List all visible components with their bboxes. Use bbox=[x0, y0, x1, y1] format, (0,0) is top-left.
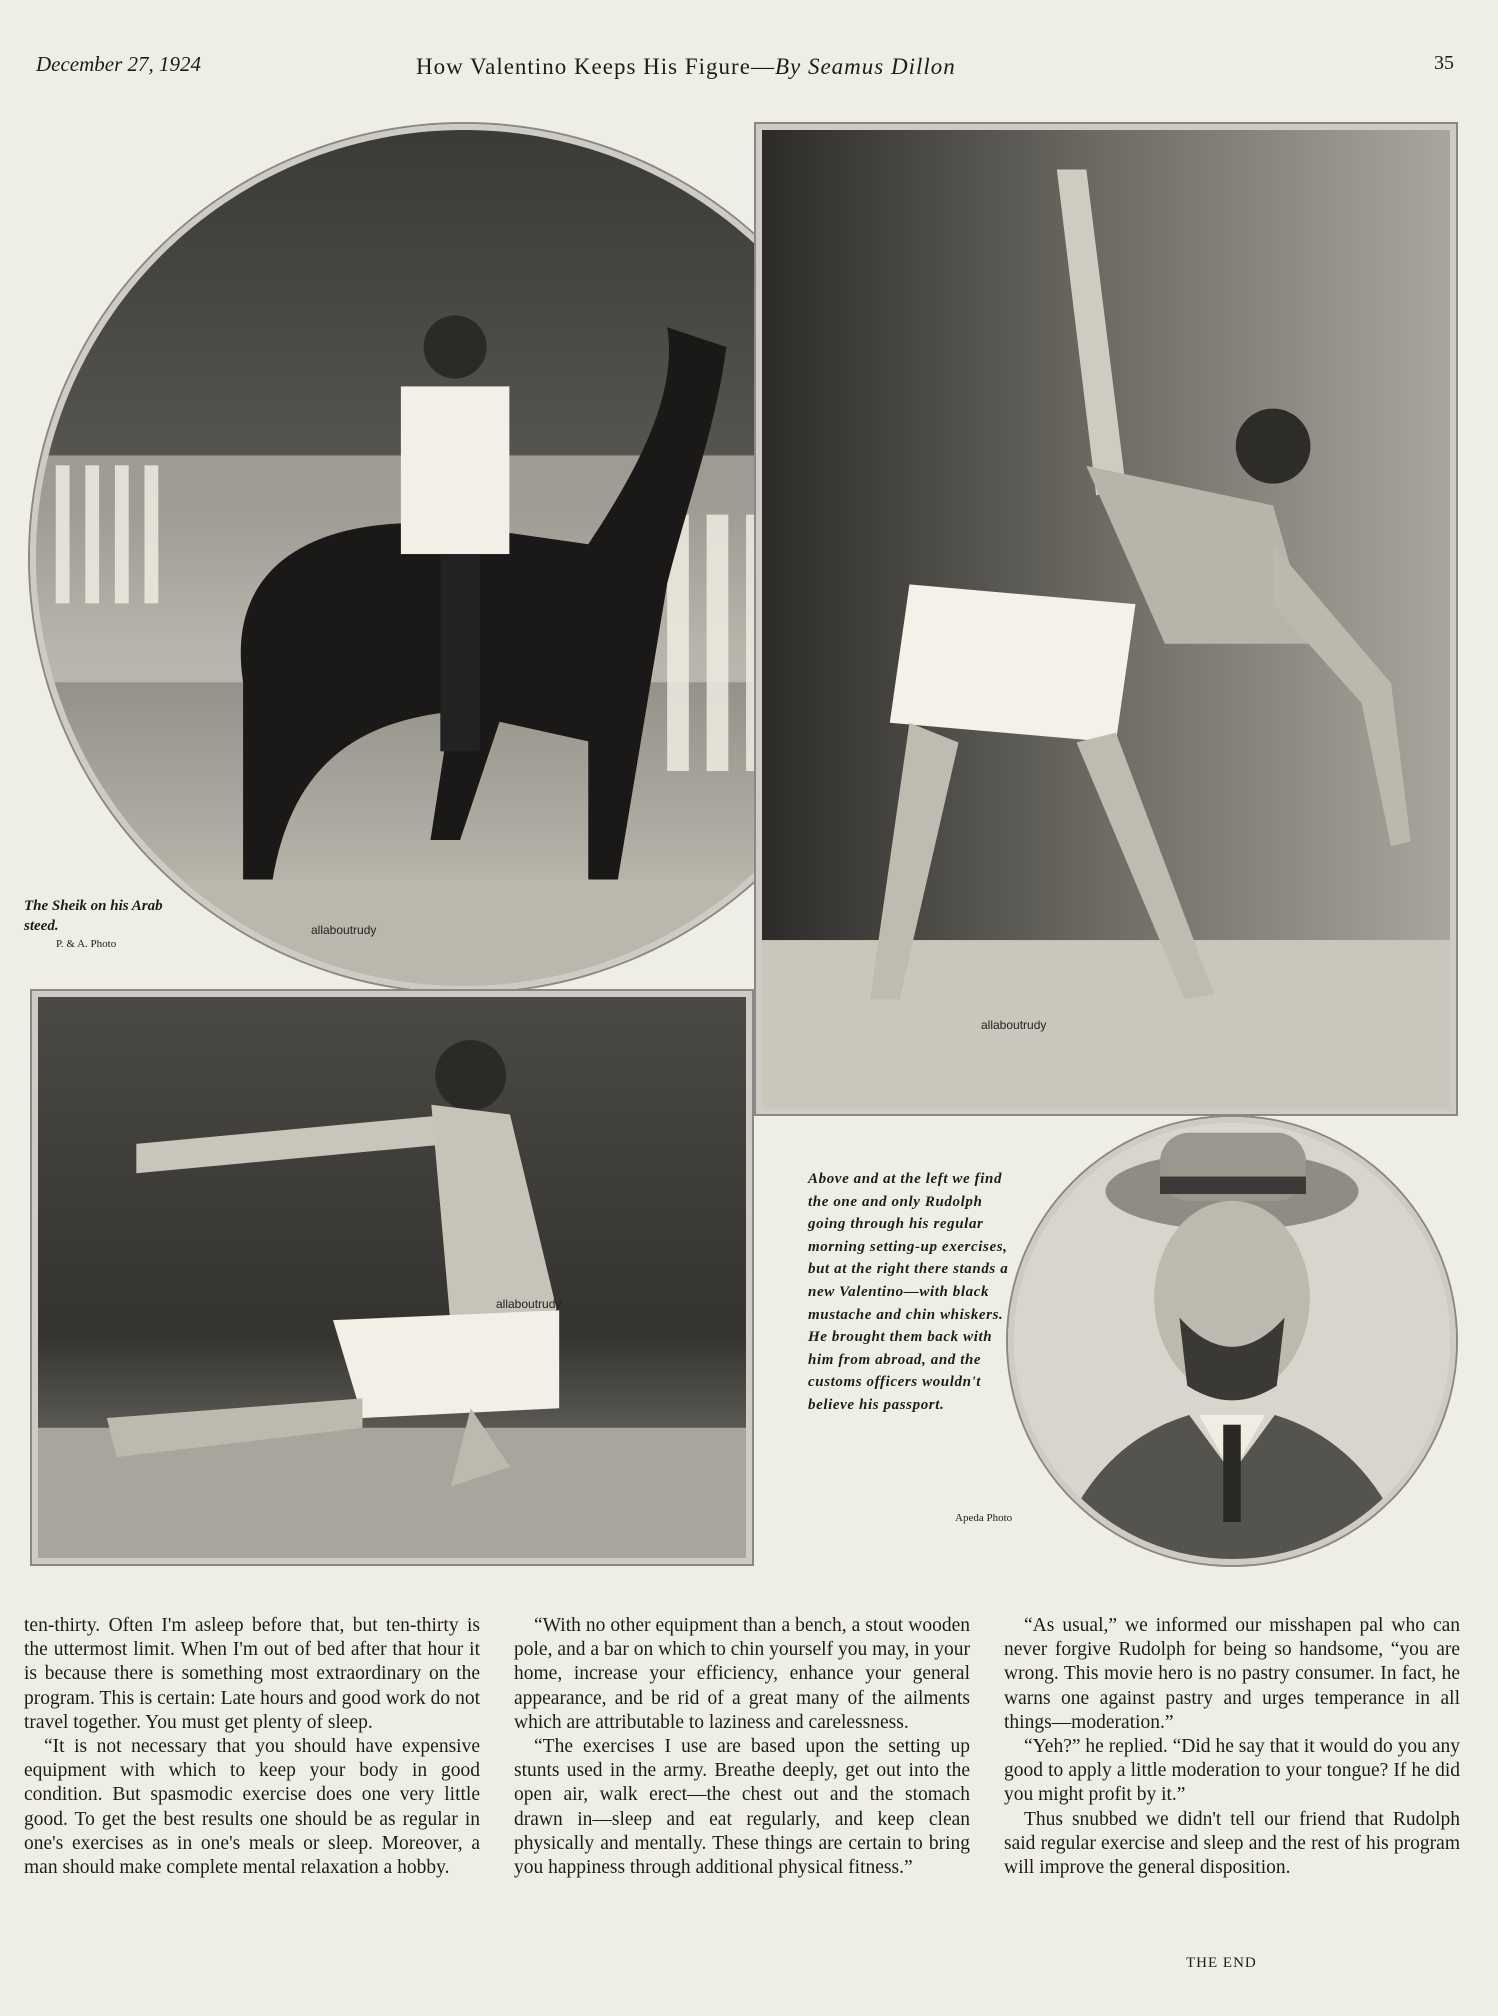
squat-photo bbox=[32, 991, 752, 1564]
paragraph: “The exercises I use are based upon the setting up stunts used in the army. Breathe deeply, get out into the open air, walk erect—the chest out and the stomach drawn in—sleep and eat regularly, and keep clean physically and mentally. These things are certain to bring you happiness through additional physical fitness.” bbox=[514, 1736, 970, 1879]
stretch-photo-image bbox=[762, 130, 1450, 1108]
paragraph: “Yeh?” he replied. “Did he say that it would do you any good to apply a little moderation to your tongue? If he did you might profit by it.” bbox=[1004, 1736, 1460, 1806]
portrait-photo-image bbox=[1014, 1123, 1450, 1559]
horse-photo-caption: The Sheik on his Arab steed. bbox=[24, 898, 163, 934]
paragraph: “As usual,” we informed our misshapen pal who can never forgive Rudolph for being so handsome, “you are wrong. This movie hero is no pastry consumer. In fact, he warns one against pastry and urges temperance in all things—moderation.” bbox=[1004, 1615, 1460, 1733]
horse-photo-credit: P. & A. Photo bbox=[56, 938, 117, 950]
title-dash: — bbox=[750, 54, 775, 79]
article-column-3 bbox=[1004, 1614, 1460, 1880]
paragraph: “With no other equipment than a bench, a stout wooden pole, and a bar on which to chin yourself you may, in your home, increase your efficiency, enhance your general appearance, and be rid of a great many of the ailments which are attributable to laziness and carelessness. bbox=[514, 1615, 970, 1733]
byline: By Seamus Dillon bbox=[774, 54, 956, 79]
squat-photo-image bbox=[38, 997, 746, 1558]
portrait-photo-credit: Apeda Photo bbox=[955, 1512, 1013, 1524]
page-number: 35 bbox=[1434, 52, 1454, 74]
paragraph: “It is not necessary that you should have expensive equipment with which to keep your body in good condition. But spasmodic exercise does one very little good. To get the best results one should be as regular in one's exercises as in one's meals or sleep. Moreover, a man should make complete mental relaxation a hobby. bbox=[24, 1736, 480, 1879]
portrait-photo bbox=[1008, 1117, 1456, 1565]
article-column-2 bbox=[514, 1614, 970, 1880]
article-column-1 bbox=[24, 1614, 480, 1880]
stretch-photo-watermark: allaboutrudy bbox=[981, 1018, 1047, 1032]
issue-date: December 27, 1924 bbox=[36, 52, 202, 76]
article-title: How Valentino Keeps His Figure bbox=[416, 54, 751, 79]
the-end-marker: THE END bbox=[1186, 1955, 1257, 1971]
portrait-photo-caption: Above and at the left we find the one and only Rudolph going through his regular morning setting-up exercises, but at the right there stands a new Valentino—with black mustache and chin whiskers. He brought them back with him from abroad, and the customs officers wouldn't believe his passport. bbox=[808, 1171, 1009, 1413]
paragraph: Thus snubbed we didn't tell our friend that Rudolph said regular exercise and sleep and the rest of his program will improve the general disposition. bbox=[1004, 1808, 1460, 1879]
horse-photo-watermark: allaboutrudy bbox=[311, 923, 377, 937]
stretch-photo bbox=[756, 124, 1456, 1114]
squat-photo-watermark: allaboutrudy bbox=[496, 1297, 562, 1311]
article-title-line bbox=[416, 54, 956, 80]
paragraph: ten-thirty. Often I'm asleep before that, but ten-thirty is the uttermost limit. When I'm out of bed after that hour it is because there is something most extraordinary on the program. This is certain: Late hours and good work do not travel together. You must get plenty of sleep. bbox=[24, 1615, 480, 1733]
page-header bbox=[0, 52, 1498, 92]
